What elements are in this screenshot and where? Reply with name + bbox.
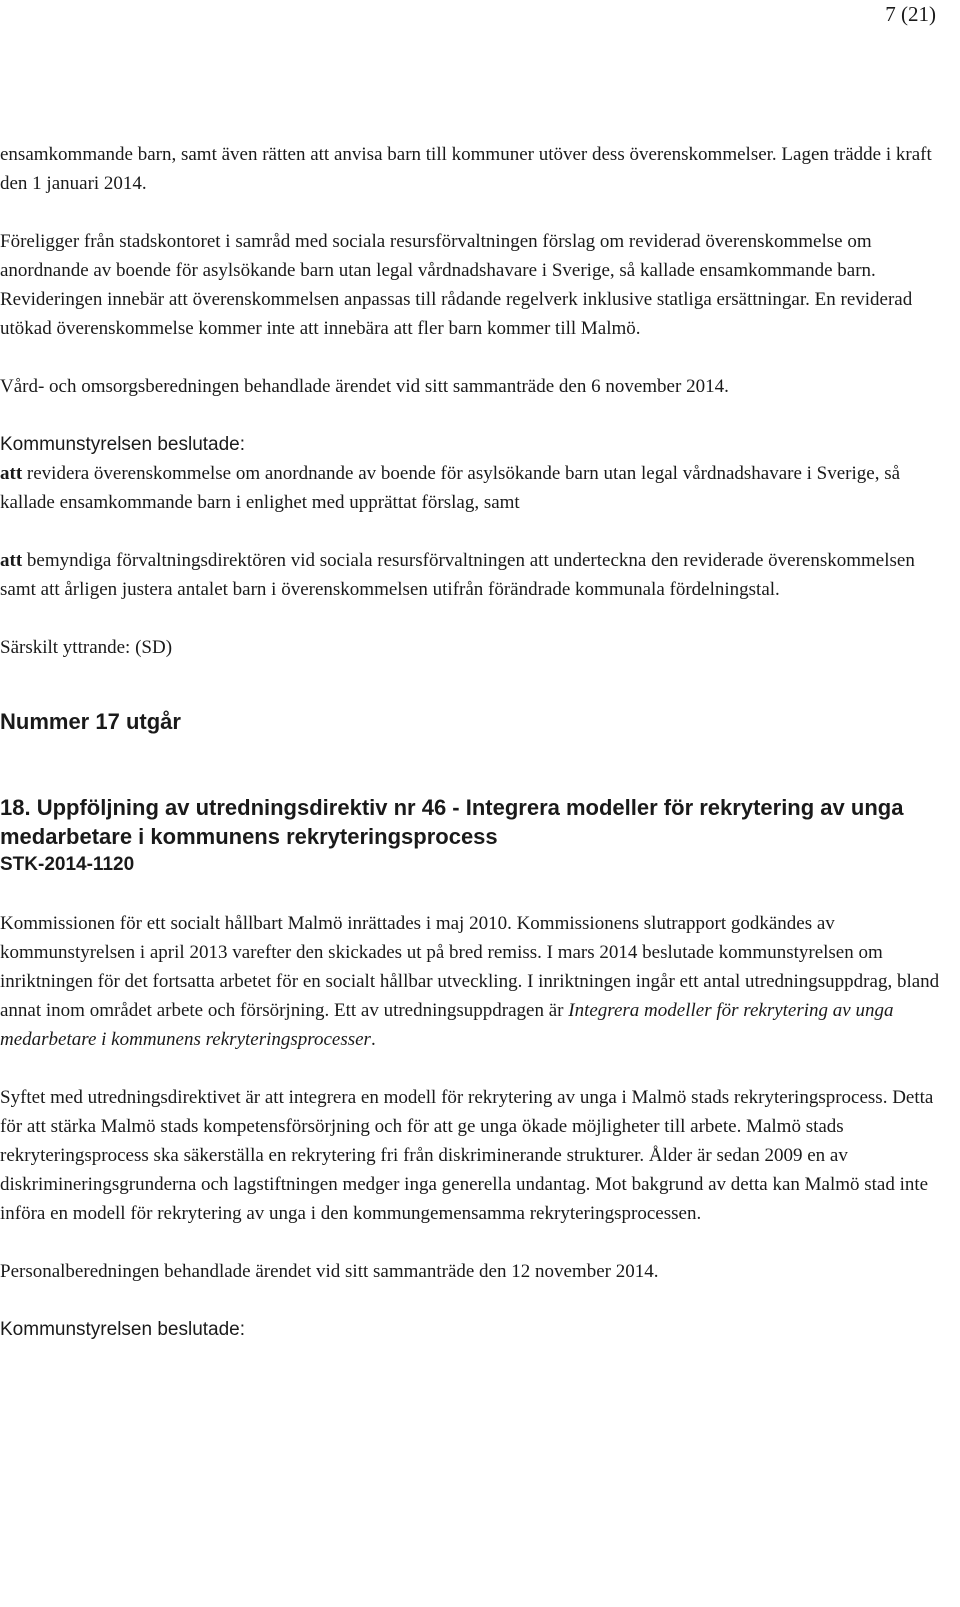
att-text-1: revidera överenskommelse om anordnande av boende för asylsökande barn utan legal vårdnadshavare i Sverige, så kallade ensamkommande barn i enlighet med upprättat förslag, samt — [0, 463, 901, 513]
intro-paragraph-2: Föreligger från stadskontoret i samråd med sociala resursförvaltningen förslag om reviderad överenskommelse om anordnande av boende för asylsökande barn utan legal vårdnadshavare i Sverige, så kallade ensamkommande barn. Revideringen innebär att överenskommelsen anpassas till rådande regelverk inklusive statliga ersättningar. En reviderad utökad överenskommelse kommer inte att innebära att fler barn kommer till Malmö. — [0, 231, 913, 339]
decision-att-1 — [0, 459, 945, 517]
att-keyword: att — [0, 550, 23, 571]
item-18-p1-end: . — [370, 1029, 376, 1050]
intro-paragraph-1: ensamkommande barn, samt även rätten att anvisa barn till kommuner utöver dess överenskommelser. Lagen trädde i kraft den 1 januari 2014. — [0, 144, 932, 194]
decision-att-2 — [0, 546, 945, 604]
decision-heading: Kommunstyrelsen beslutade: — [0, 434, 246, 455]
item-18-paragraph-3: Personalberedningen behandlade ärendet vid sitt sammanträde den 12 november 2014. — [0, 1261, 659, 1282]
page-number: 7 (21) — [885, 2, 936, 26]
item-18-paragraph-1 — [0, 909, 945, 1054]
item-17-heading: Nummer 17 utgår — [0, 709, 181, 734]
item-18-p1-text: Kommissionen för ett socialt hållbart Malmö inrättades i maj 2010. Kommissionens slutrapport godkändes av kommunstyrelsen i april 2013 varefter den skickades ut på bred remiss. I mars 2014 beslutade kommunstyrelsen om inriktningen för det fortsatta arbetet för en socialt hållbar utveckling. I inriktningen ingår ett antal utredningsuppdrag, bland annat inom området arbete och försörjning. Ett av utredningsuppdragen är — [0, 913, 940, 1021]
item-18-decision-heading: Kommunstyrelsen beslutade: — [0, 1319, 246, 1340]
att-text-2: bemyndiga förvaltningsdirektören vid sociala resursförvaltningen att underteckna den reviderade överenskommelsen samt att årligen justera antalet barn i överenskommelsen utifrån förändrade kommunala fördelningstal. — [0, 550, 915, 600]
document-body — [0, 140, 945, 1344]
att-keyword: att — [0, 463, 23, 484]
intro-paragraph-3: Vård- och omsorgsberedningen behandlade ärendet vid sitt sammanträde den 6 november 2014. — [0, 376, 729, 397]
item-18-p1-italic: Integrera modeller för rekrytering av unga medarbetare i kommunens rekryteringsprocesser — [0, 1000, 894, 1050]
special-statement: Särskilt yttrande: (SD) — [0, 637, 173, 658]
item-18-heading: 18. Uppföljning av utredningsdirektiv nr 46 - Integrera modeller för rekrytering av unga medarbetare i kommunens rekryteringsprocess — [0, 795, 904, 849]
item-18-paragraph-2: Syftet med utredningsdirektivet är att integrera en modell för rekrytering av unga i Malmö stads rekryteringsprocess. Detta för att stärka Malmö stads kompetensförsörjning och för att ge unga ökade möjligheter till arbete. Malmö stads rekryteringsprocess ska säkerställa en rekrytering fri från diskriminerande strukturer. Ålder är sedan 2009 en av diskrimineringsgrunderna och lagstiftningen medger inga generella undantag. Mot bakgrund av detta kan Malmö stad inte införa en modell för rekrytering av unga i den kommungemensamma rekryteringsprocessen. — [0, 1087, 934, 1224]
case-id: STK-2014-1120 — [0, 854, 135, 875]
